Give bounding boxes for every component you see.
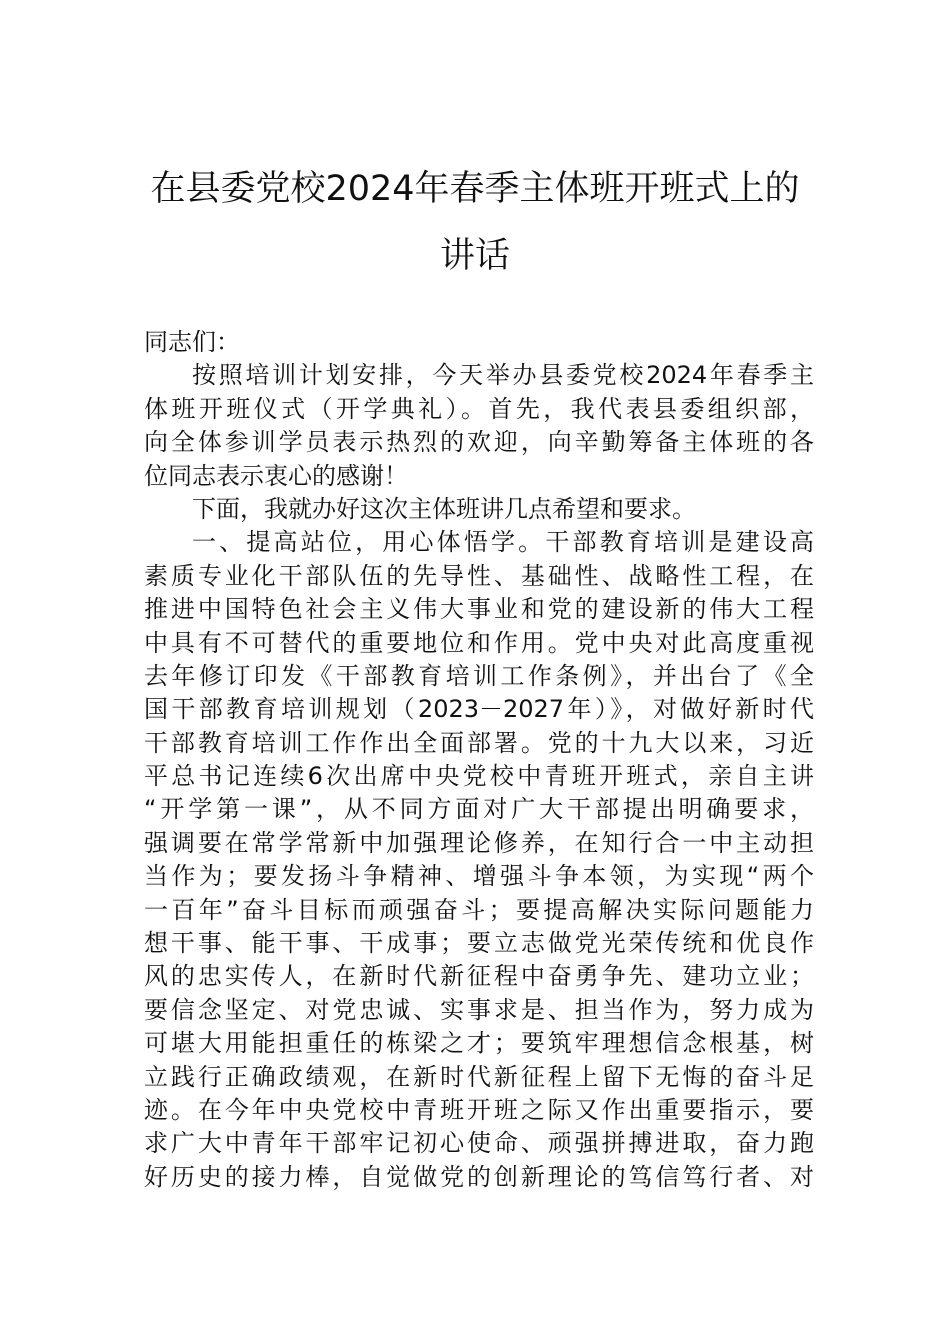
text-line: 国干部教育培训规划（2023－2027年）》，对做好新时代 [144, 695, 814, 724]
document-title-line-1: 在县委党校2024年春季主体班开班式上的 [150, 169, 800, 209]
text-line: 位同志表示衷心的感谢！ [144, 461, 408, 490]
text-line: 按照培训计划安排，今天举办县委党校2024年春季主 [192, 361, 814, 390]
document-title-line-2: 讲话 [439, 236, 510, 276]
text-line: 迹。在今年中央党校中青班开班之际又作出重要指示，要 [144, 1095, 814, 1124]
document-body [144, 326, 814, 1194]
text-line: 好历史的接力棒，自觉做党的创新理论的笃信笃行者、对 [144, 1162, 814, 1191]
text-line: 可堪大用能担重任的栋梁之才；要筑牢理想信念根基，树 [144, 1029, 814, 1058]
text-line: 下面，我就办好这次主体班讲几点希望和要求。 [192, 494, 696, 523]
text-line: 想干事、能干事、干成事；要立志做党光荣传统和优良作 [144, 929, 814, 958]
text-line: “开学第一课”，从不同方面对广大干部提出明确要求， [144, 795, 814, 824]
text-line: 素质专业化干部队伍的先导性、基础性、战略性工程，在 [144, 561, 814, 590]
text-line: 立践行正确政绩观，在新时代新征程上留下无悔的奋斗足 [144, 1062, 814, 1091]
text-line: 一百年”奋斗目标而顽强奋斗；要提高解决实际问题能力 [144, 895, 814, 924]
text-line: 当作为；要发扬斗争精神、增强斗争本领，为实现“两个 [144, 862, 814, 891]
text-line: 干部教育培训工作作出全面部署。党的十九大以来，习近 [144, 728, 814, 757]
text-line: 中具有不可替代的重要地位和作用。党中央对此高度重视 [144, 628, 814, 657]
text-line: 推进中国特色社会主义伟大事业和党的建设新的伟大工程 [144, 595, 814, 624]
text-line: 求广大中青年干部牢记初心使命、顽强拼搏进取，奋力跑 [144, 1129, 814, 1158]
salutation: 同志们： [144, 328, 240, 356]
text-line: 平总书记连续6次出席中央党校中青班开班式，亲自主讲 [144, 762, 814, 791]
text-line: 体班开班仪式（开学典礼）。首先，我代表县委组织部， [144, 394, 814, 423]
body-text [144, 359, 814, 1194]
text-line: 去年修订印发《干部教育培训工作条例》，并出台了《全 [144, 661, 814, 690]
text-line: 风的忠实传人，在新时代新征程中奋勇争先、建功立业； [144, 962, 814, 991]
text-line: 向全体参训学员表示热烈的欢迎，向辛勤筹备主体班的各 [144, 428, 814, 457]
text-line: 要信念坚定、对党忠诚、实事求是、担当作为，努力成为 [144, 995, 814, 1024]
text-line: 一、提高站位，用心体悟学。干部教育培训是建设高 [192, 528, 814, 557]
text-line: 强调要在常学常新中加强理论修养，在知行合一中主动担 [144, 828, 814, 857]
